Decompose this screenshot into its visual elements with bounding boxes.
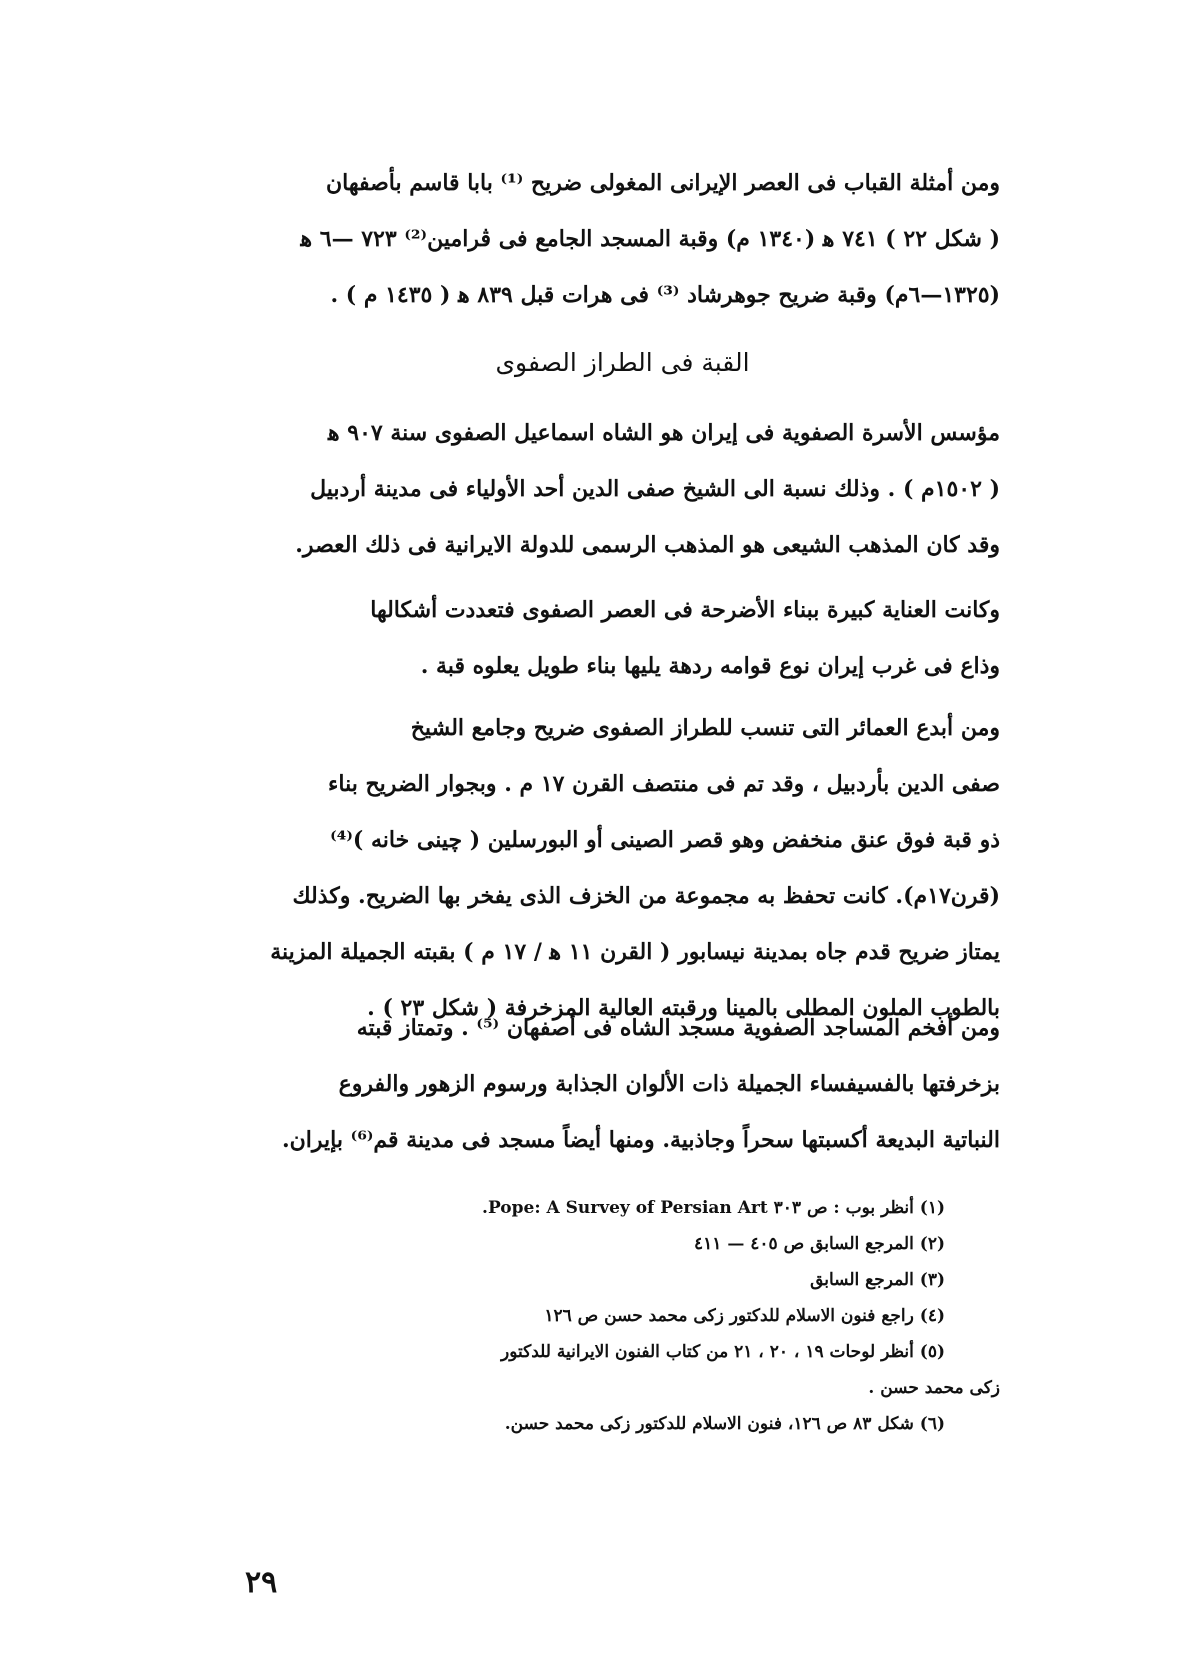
para3-line-3: ذو قبة فوق عنق منخفض وهو قصر الصينى أو البورسلين ( چينى خانه )⁽⁴⁾ bbox=[330, 827, 1000, 853]
para3-line-6: بالطوب الملون المطلى بالمينا ورقبته العالية المزخرفة ( شكل ٢٣ ) . bbox=[367, 995, 1000, 1021]
para1-line-3: وقد كان المذهب الشيعى هو المذهب الرسمى للدولة الايرانية فى ذلك العصر. bbox=[295, 532, 1000, 558]
paragraph-shah-mosque bbox=[245, 1000, 1000, 1168]
footnote-1: (١) أنظر بوب : ص ٣٠٣ Pope: A Survey of Persian Art. bbox=[482, 1198, 945, 1218]
footnote-2: (٢) المرجع السابق ص ٤٠٥ — ٤١١ bbox=[694, 1234, 945, 1254]
para4-line-1: ومن أفخم المساجد الصفوية مسجد الشاه فى أصفهان ⁽⁵⁾ . وتمتاز قبته bbox=[356, 1015, 1000, 1041]
para3-line-4: (قرن١٧م). كانت تحفظ به مجموعة من الخزف الذى يفخر بها الضريح. وكذلك bbox=[292, 883, 1000, 909]
footnote-6: (٦) شكل ٨٣ ص ١٢٦، فنون الاسلام للدكتور زكى محمد حسن. bbox=[504, 1414, 945, 1434]
intro-line-1: ومن أمثلة القباب فى العصر الإيرانى المغولى ضريح ⁽¹⁾ بابا قاسم بأصفهان bbox=[325, 170, 1000, 196]
para4-line-2: بزخرفتها بالفسيفساء الجميلة ذات الألوان الجذابة ورسوم الزهور والفروع bbox=[338, 1071, 1000, 1097]
para4-line-3: النباتية البديعة أكسبتها سحراً وجاذبية. ومنها أيضاً مسجد فى مدينة قم⁽⁶⁾ بإيران. bbox=[281, 1127, 1000, 1153]
paragraph-mausoleums bbox=[245, 582, 1000, 694]
para2-line-2: وذاع فى غرب إيران نوع قوامه ردهة يليها بناء طويل يعلوه قبة . bbox=[420, 653, 1000, 679]
footnote-4: (٤) راجع فنون الاسلام للدكتور زكى محمد حسن ص ١٢٦ bbox=[544, 1306, 945, 1326]
para3-line-5: يمتاز ضريح قدم جاه بمدينة نيسابور ( القرن ١١ ﻫ / ١٧ م ) بقبته الجميلة المزينة bbox=[270, 939, 1000, 965]
para3-line-1: ومن أبدع العمائر التى تنسب للطراز الصفوى ضريح وجامع الشيخ bbox=[410, 715, 1000, 741]
para1-line-2: ( ١٥٠٢م ) . وذلك نسبة الى الشيخ صفى الدين أحد الأولياء فى مدينة أردبيل bbox=[310, 476, 1000, 502]
page-number: ٢٩ bbox=[245, 1565, 278, 1600]
footnote-5: (٥) أنظر لوحات ١٩ ، ٢٠ ، ٢١ من كتاب الفنون الايرانية للدكتور bbox=[501, 1342, 945, 1362]
para1-line-1: مؤسس الأسرة الصفوية فى إيران هو الشاه اسماعيل الصفوى سنة ٩٠٧ ﻫ bbox=[327, 420, 1000, 446]
section-heading: القبة فى الطراز الصفوى bbox=[495, 348, 750, 377]
footnote-5-continuation: زكى محمد حسن . bbox=[868, 1378, 1000, 1398]
intro-line-3: (١٣٢٥—٦م) وقبة ضريح جوهرشاد ⁽³⁾ فى هرات قبل ٨٣٩ ﻫ ( ١٤٣٥ م ) . bbox=[330, 282, 1000, 308]
para3-line-2: صفى الدين بأردبيل ، وقد تم فى منتصف القرن ١٧ م . وبجوار الضريح بناء bbox=[328, 771, 1000, 797]
intro-paragraph bbox=[245, 155, 1000, 323]
intro-line-2: ( شكل ٢٢ ) ٧٤١ ﻫ (١٣٤٠ م) وقبة المسجد الجامع فى ڤرامين⁽²⁾ ٧٢٣ —٦ ﻫ bbox=[300, 226, 1000, 252]
footnote-3: (٣) المرجع السابق bbox=[810, 1270, 945, 1290]
paragraph-safavid-dynasty bbox=[245, 405, 1000, 573]
paragraph-ardabil bbox=[245, 700, 1000, 1036]
para2-line-1: وكانت العناية كبيرة ببناء الأضرحة فى العصر الصفوى فتعددت أشكالها bbox=[370, 597, 1000, 623]
footnotes bbox=[245, 1190, 1000, 1442]
